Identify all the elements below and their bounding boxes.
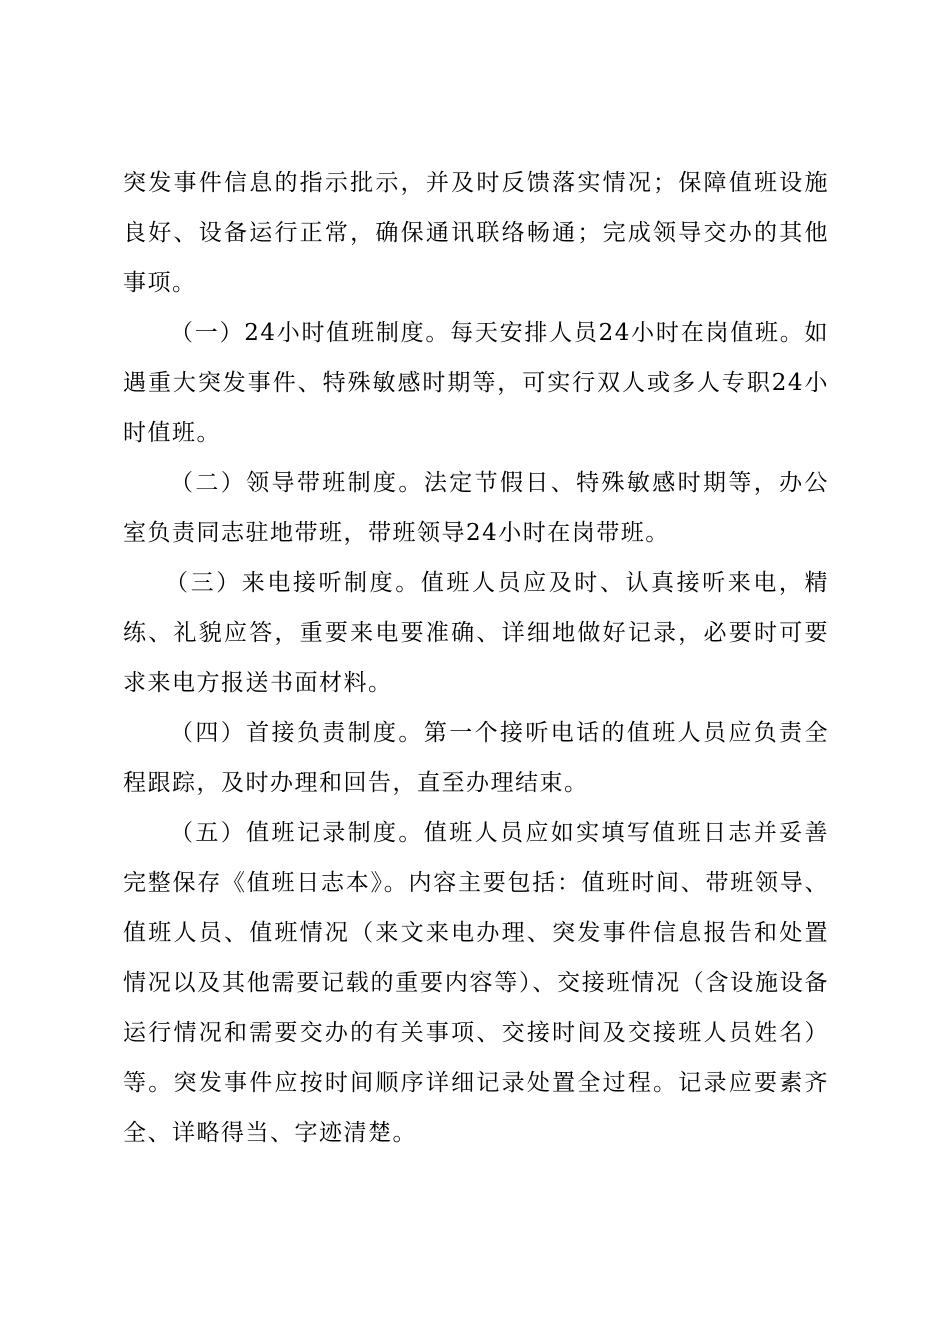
paragraph-body: 值班人员应及时、认真接听来电，精练、礼貌应答，重要来电要准确、详细地做好记录，必要时可要求来电方报送书面材料。 — [123, 570, 830, 696]
paragraph-continuation — [123, 158, 829, 308]
paragraph-body: 每天安排人员24小时在岗值班。如遇重大突发事件、特殊敏感时期等，可实行双人或多人专职24小时值班。 — [123, 320, 829, 446]
paragraph-body: 值班人员应如实填写值班日志并妥善完整保存《值班日志本》。内容主要包括：值班时间、带班领导、值班人员、值班情况（来文来电办理、突发事件信息报告和处置情况以及其他需要记载的重要内容等）、交接班情况（含设施设备运行情况和需要交办的有关事项、交接时间及交接班人员姓名）等。突发事件应按时间顺序详细记录处置全过程。记录应要素齐全、详略得当、字迹清楚。 — [123, 820, 830, 1146]
document-page — [123, 158, 829, 1158]
paragraph-heading: （一）24小时值班制度。 — [170, 320, 451, 346]
paragraph-heading: （五）值班记录制度。 — [170, 820, 424, 846]
paragraph-call-answering — [123, 558, 829, 708]
paragraph-body: 法定节假日、特殊敏感时期等，办公室负责同志驻地带班，带班领导24小时在岗带班。 — [123, 470, 830, 546]
paragraph-body: 突发事件信息的指示批示，并及时反馈落实情况；保障值班设施良好、设备运行正常，确保通讯联络畅通；完成领导交办的其他事项。 — [123, 170, 829, 296]
paragraph-heading: （二）领导带班制度。 — [170, 470, 424, 496]
paragraph-duty-records — [123, 808, 829, 1158]
paragraph-heading: （四）首接负责制度。 — [170, 720, 424, 746]
paragraph-leader-shift — [123, 458, 829, 558]
paragraph-24-hour-duty — [123, 308, 829, 458]
paragraph-heading: （三）来电接听制度。 — [165, 570, 421, 596]
paragraph-body: 第一个接听电话的值班人员应负责全程跟踪，及时办理和回告，直至办理结束。 — [123, 720, 830, 796]
paragraph-first-responder — [123, 708, 829, 808]
